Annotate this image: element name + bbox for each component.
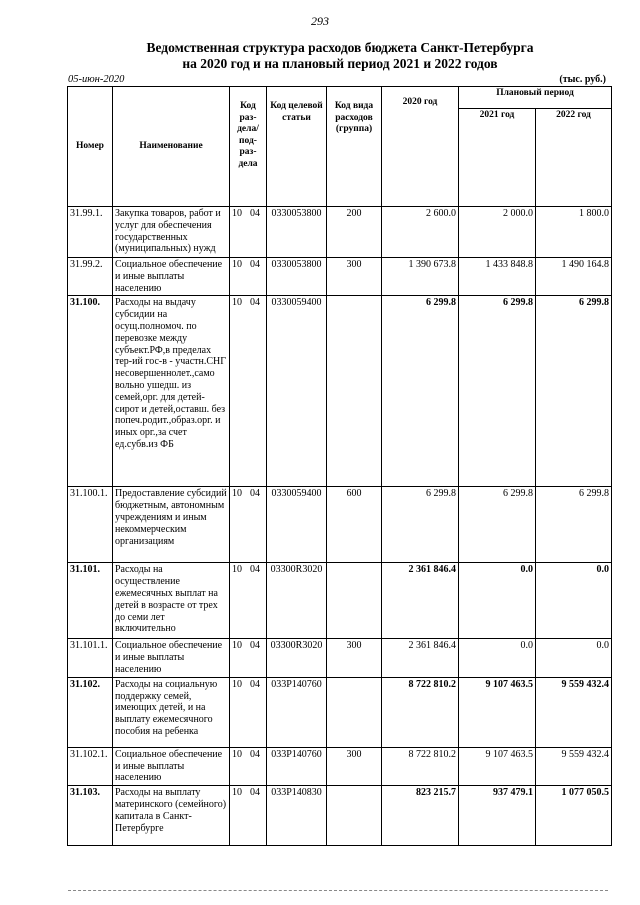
header-section: Код раз- дела/ под- раз- дела [230, 87, 267, 207]
header-name: Наименование [113, 87, 230, 207]
row-2020: 8 722 810.2 [382, 677, 459, 747]
row-target-code: 0330059400 [267, 487, 327, 563]
row-name: Расходы на выплату материнского (семейного) капитала в Санкт-Петербурге [113, 786, 230, 846]
row-expense-code: 200 [327, 207, 382, 258]
row-subsection-code: 04 [250, 564, 260, 576]
row-section-code: 10 [232, 678, 242, 690]
row-2022: 0.0 [536, 563, 612, 639]
row-expense-code: 300 [327, 747, 382, 785]
row-2022: 6 299.8 [536, 487, 612, 563]
row-2021: 0.0 [459, 639, 536, 677]
header-2022: 2022 год [536, 109, 612, 207]
row-2022: 9 559 432.4 [536, 677, 612, 747]
row-2022: 1 490 164.8 [536, 258, 612, 296]
row-number: 31.101.1. [68, 639, 113, 677]
document-date: 05-июн-2020 [68, 74, 125, 85]
row-number: 31.99.2. [68, 258, 113, 296]
row-2020: 8 722 810.2 [382, 747, 459, 785]
row-2021: 0.0 [459, 563, 536, 639]
row-expense-code [327, 563, 382, 639]
row-2022: 0.0 [536, 639, 612, 677]
row-2020: 823 215.7 [382, 786, 459, 846]
row-2021: 1 433 848.8 [459, 258, 536, 296]
row-number: 31.103. [68, 786, 113, 846]
row-name: Социальное обеспечение и иные выплаты населению [113, 258, 230, 296]
row-number: 31.100.1. [68, 487, 113, 563]
row-section-code: 10 [232, 564, 242, 576]
row-target-code: 0330053800 [267, 258, 327, 296]
header-number: Номер [68, 87, 113, 207]
row-2022: 1 800.0 [536, 207, 612, 258]
row-section [230, 563, 267, 639]
row-2020: 2 600.0 [382, 207, 459, 258]
header-2021: 2021 год [459, 109, 536, 207]
row-target-code: 0330059400 [267, 296, 327, 487]
page-title [0, 40, 640, 72]
row-subsection-code: 04 [250, 678, 260, 690]
units-label: (тыс. руб.) [559, 74, 606, 85]
row-2020: 6 299.8 [382, 487, 459, 563]
row-section [230, 747, 267, 785]
row-target-code: 033P140760 [267, 747, 327, 785]
row-number: 31.101. [68, 563, 113, 639]
row-name: Социальное обеспечение и иные выплаты населению [113, 747, 230, 785]
title-line-1: Ведомственная структура расходов бюджета Санкт-Петербурга [146, 40, 534, 55]
row-2020: 2 361 846.4 [382, 639, 459, 677]
row-number: 31.102.1. [68, 747, 113, 785]
row-section-code: 10 [232, 640, 242, 652]
page-footer-line [68, 890, 608, 891]
row-expense-code [327, 677, 382, 747]
header-target: Код целевой статьи [267, 87, 327, 207]
row-section [230, 639, 267, 677]
row-subsection-code: 04 [250, 297, 260, 309]
row-section-code: 10 [232, 297, 242, 309]
row-expense-code [327, 296, 382, 487]
row-2022: 1 077 050.5 [536, 786, 612, 846]
table-row [68, 747, 612, 785]
row-section [230, 677, 267, 747]
table-row [68, 296, 612, 487]
row-2021: 9 107 463.5 [459, 677, 536, 747]
row-number: 31.102. [68, 677, 113, 747]
header-2020: 2020 год [382, 87, 459, 207]
row-number: 31.100. [68, 296, 113, 487]
row-name: Расходы на социальную поддержку семей, имеющих детей, и на выплату ежемесячного пособия на ребенка [113, 677, 230, 747]
row-target-code: 03300R3020 [267, 639, 327, 677]
row-name: Закупка товаров, работ и услуг для обеспечения государственных (муниципальных) нужд [113, 207, 230, 258]
row-section [230, 207, 267, 258]
row-expense-code: 600 [327, 487, 382, 563]
row-2022: 9 559 432.4 [536, 747, 612, 785]
table-row [68, 258, 612, 296]
row-section [230, 296, 267, 487]
row-section-code: 10 [232, 259, 242, 270]
row-subsection-code: 04 [250, 488, 260, 500]
row-name: Предоставление субсидий бюджетным, автономным учреждениям и иным некоммерческим организациям [113, 487, 230, 563]
header-planned-period: Плановый период [459, 87, 612, 109]
row-section [230, 786, 267, 846]
row-section-code: 10 [232, 748, 242, 760]
page-number: 293 [311, 14, 329, 28]
row-2021: 937 479.1 [459, 786, 536, 846]
row-target-code: 0330053800 [267, 207, 327, 258]
row-target-code: 033P140830 [267, 786, 327, 846]
row-section-code: 10 [232, 787, 242, 799]
row-subsection-code: 04 [250, 787, 260, 799]
header-expense-type: Код вида расходов (группа) [327, 87, 382, 207]
table-row [68, 639, 612, 677]
row-2021: 2 000.0 [459, 207, 536, 258]
table-row [68, 207, 612, 258]
row-name: Расходы на выдачу субсидии на осущ.полномоч. по перевозке между субъект.РФ,в пределах тер-ий гос-в - участн.СНГ несовершеннолет.,само вольно ушедш. из семей,орг. для детей-сирот и детей,оставш. без попеч.родит.,образ.орг. и иных орг.,за счет ед.субв.из ФБ [113, 296, 230, 487]
row-expense-code: 300 [327, 639, 382, 677]
row-name: Социальное обеспечение и иные выплаты населению [113, 639, 230, 677]
row-section [230, 487, 267, 563]
table-row [68, 487, 612, 563]
row-section [230, 258, 267, 296]
row-2020: 6 299.8 [382, 296, 459, 487]
table-row [68, 786, 612, 846]
row-name: Расходы на осуществление ежемесячных выплат на детей в возрасте от трех до семи лет включительно [113, 563, 230, 639]
row-target-code: 03300R3020 [267, 563, 327, 639]
row-2022: 6 299.8 [536, 296, 612, 487]
row-expense-code [327, 786, 382, 846]
table-row [68, 563, 612, 639]
table-row [68, 677, 612, 747]
budget-table [67, 86, 612, 846]
row-2020: 1 390 673.8 [382, 258, 459, 296]
row-subsection-code: 04 [250, 748, 260, 760]
title-line-2: на 2020 год и на плановый период 2021 и 2022 годов [182, 56, 498, 71]
row-number: 31.99.1. [68, 207, 113, 258]
row-2020: 2 361 846.4 [382, 563, 459, 639]
row-2021: 9 107 463.5 [459, 747, 536, 785]
row-subsection-code: 04 [250, 640, 260, 652]
row-2021: 6 299.8 [459, 296, 536, 487]
row-target-code: 033P140760 [267, 677, 327, 747]
row-section-code: 10 [232, 208, 242, 219]
row-expense-code: 300 [327, 258, 382, 296]
row-section-code: 10 [232, 488, 242, 500]
row-subsection-code: 04 [250, 259, 260, 270]
row-2021: 6 299.8 [459, 487, 536, 563]
row-subsection-code: 04 [250, 208, 260, 219]
